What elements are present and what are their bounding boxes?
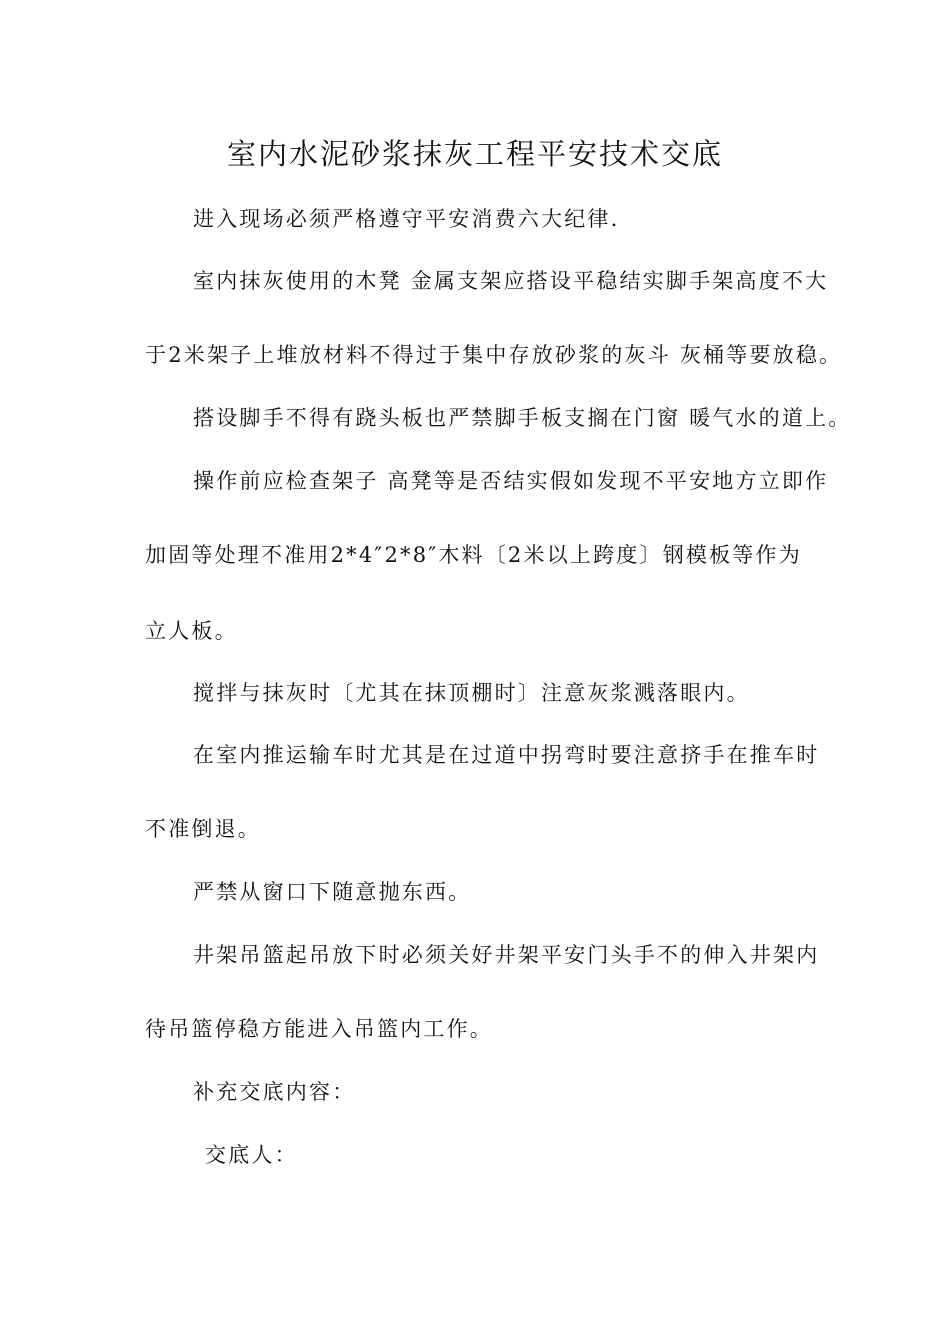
text-line-15: 交底人： (205, 1143, 298, 1167)
text-line-3: 于2米架子上堆放材料不得过于集中存放砂浆的灰斗 灰桶等要放稳。 (145, 343, 843, 367)
text-line-12: 井架吊篮起吊放下时必须关好井架平安门头手不的伸入井架内 (193, 943, 820, 967)
text-line-9: 在室内推运输车时尤其是在过道中拐弯时要注意挤手在推车时 (193, 743, 820, 767)
text-line-7: 立人板。 (145, 619, 238, 643)
text-line-4: 搭设脚手不得有跷头板也严禁脚手板支搁在门窗 暖气水的道上。 (193, 406, 852, 430)
text-line-1: 进入现场必须严格遵守平安消费六大纪律. (193, 207, 620, 231)
text-line-13: 待吊篮停稳方能进入吊篮内工作。 (145, 1017, 493, 1041)
text-line-5: 操作前应检查架子 高凳等是否结实假如发现不平安地方立即作 (193, 469, 829, 493)
text-line-6: 加固等处理不准用2*4″2*8″木料〔2米以上跨度〕钢模板等作为 (145, 543, 802, 567)
document-title: 室内水泥砂浆抹灰工程平安技术交底 (226, 137, 723, 171)
text-line-2: 室内抹灰使用的木凳 金属支架应搭设平稳结实脚手架高度不大 (193, 269, 829, 293)
text-line-14: 补充交底内容： (193, 1080, 356, 1104)
text-line-8: 搅拌与抹灰时〔尤其在抹顶棚时〕注意灰浆溅落眼内。 (193, 681, 750, 705)
text-line-11: 严禁从窗口下随意抛东西。 (193, 880, 472, 904)
text-line-10: 不准倒退。 (145, 817, 261, 841)
